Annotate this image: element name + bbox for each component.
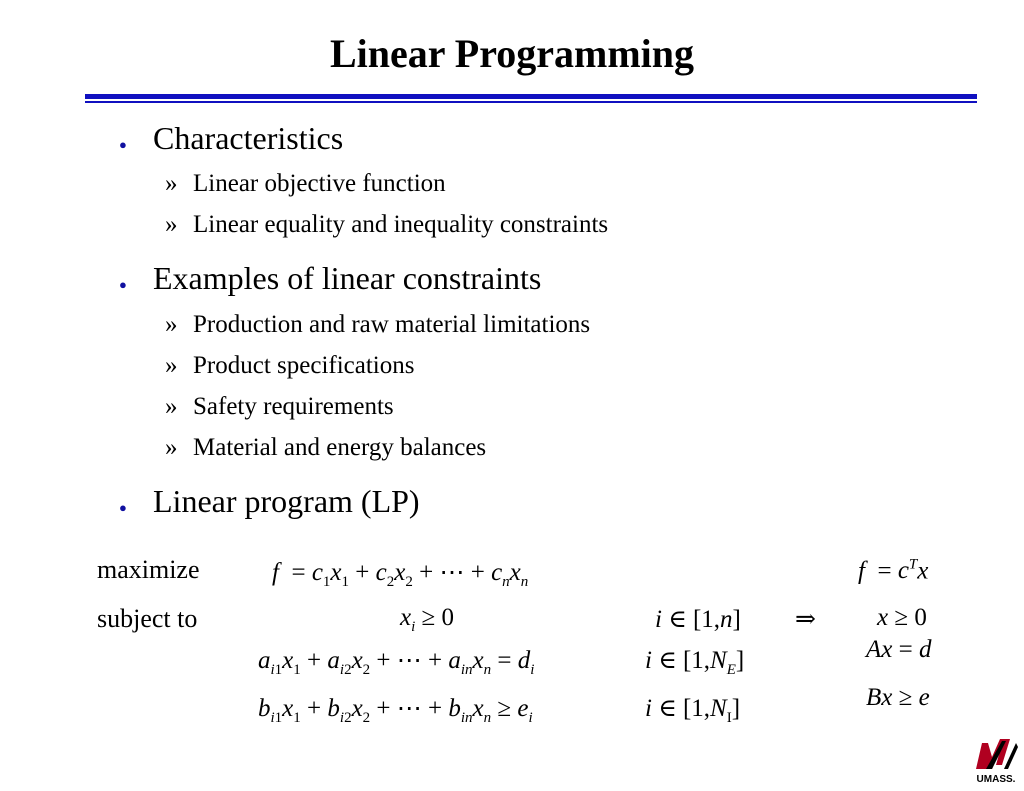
sub-item-text: Linear equality and inequality constraints: [193, 211, 609, 238]
title-rule-thin: [85, 101, 977, 103]
index-range-ne: i ∈ $[1,N_E]$: [645, 647, 745, 678]
sub-item-text: Product specifications: [193, 352, 415, 379]
equality-matrix-form: Ax = d: [866, 636, 932, 663]
sub-marker: »: [165, 211, 178, 238]
sub-item: [165, 352, 414, 380]
bullet-icon: ●: [119, 500, 127, 515]
nonnegativity-matrix-form: x ≥ 0: [877, 604, 927, 631]
umass-logo: [972, 735, 1020, 785]
title-rule-thick: [85, 94, 977, 99]
bullet-icon: ●: [119, 277, 127, 292]
objective-matrix-form: $f = c^Tx$: [858, 557, 929, 585]
nonnegativity-constraint: $x_i \ge 0$: [400, 604, 455, 635]
bullet-icon: ●: [119, 137, 127, 152]
sub-marker: »: [165, 170, 178, 197]
implies-arrow: ⇒: [795, 606, 816, 633]
bullet-examples: Examples of linear constraints: [153, 260, 542, 296]
sub-item-text: Safety requirements: [193, 393, 394, 420]
sub-marker: »: [165, 393, 178, 420]
umass-logo-mark: [972, 735, 1020, 785]
bullet-characteristics: Characteristics: [153, 120, 344, 156]
index-range-ni: i ∈ $[1,N_I]$: [645, 695, 741, 726]
objective-equation: $f = c_1x_1 + c_2x_2$ + ⋯ + $c_nx_n$: [272, 559, 529, 590]
sub-item: [165, 393, 394, 421]
sub-item: [165, 311, 590, 339]
sub-item: [165, 434, 486, 462]
sub-marker: »: [165, 434, 178, 461]
index-range-n: i ∈ [1,n]: [655, 606, 741, 633]
inequality-constraint: $b_{i1}x_1 + b_{i2}x_2$ + ⋯ + $b_{in}x_n \ge e_i$: [258, 695, 533, 726]
sub-marker: »: [165, 352, 178, 379]
sub-item-text: Material and energy balances: [193, 434, 487, 461]
equality-constraint: $a_{i1}x_1 + a_{i2}x_2$ + ⋯ + $a_{in}x_n = d_i$: [258, 647, 535, 678]
bullet-linear-program: Linear program (LP): [153, 483, 420, 519]
umass-logo-text: UMASS.: [976, 774, 1016, 785]
maximize-label: maximize: [97, 555, 200, 584]
subject-to-label: subject to: [97, 604, 198, 633]
sub-item-text: Production and raw material limitations: [193, 311, 591, 338]
sub-item: [165, 170, 446, 198]
sub-item: [165, 211, 608, 239]
sub-item-text: Linear objective function: [193, 170, 446, 197]
slide-title: Linear Programming: [329, 31, 695, 76]
sub-marker: »: [165, 311, 178, 338]
inequality-matrix-form: Bx ≥ e: [866, 684, 930, 711]
